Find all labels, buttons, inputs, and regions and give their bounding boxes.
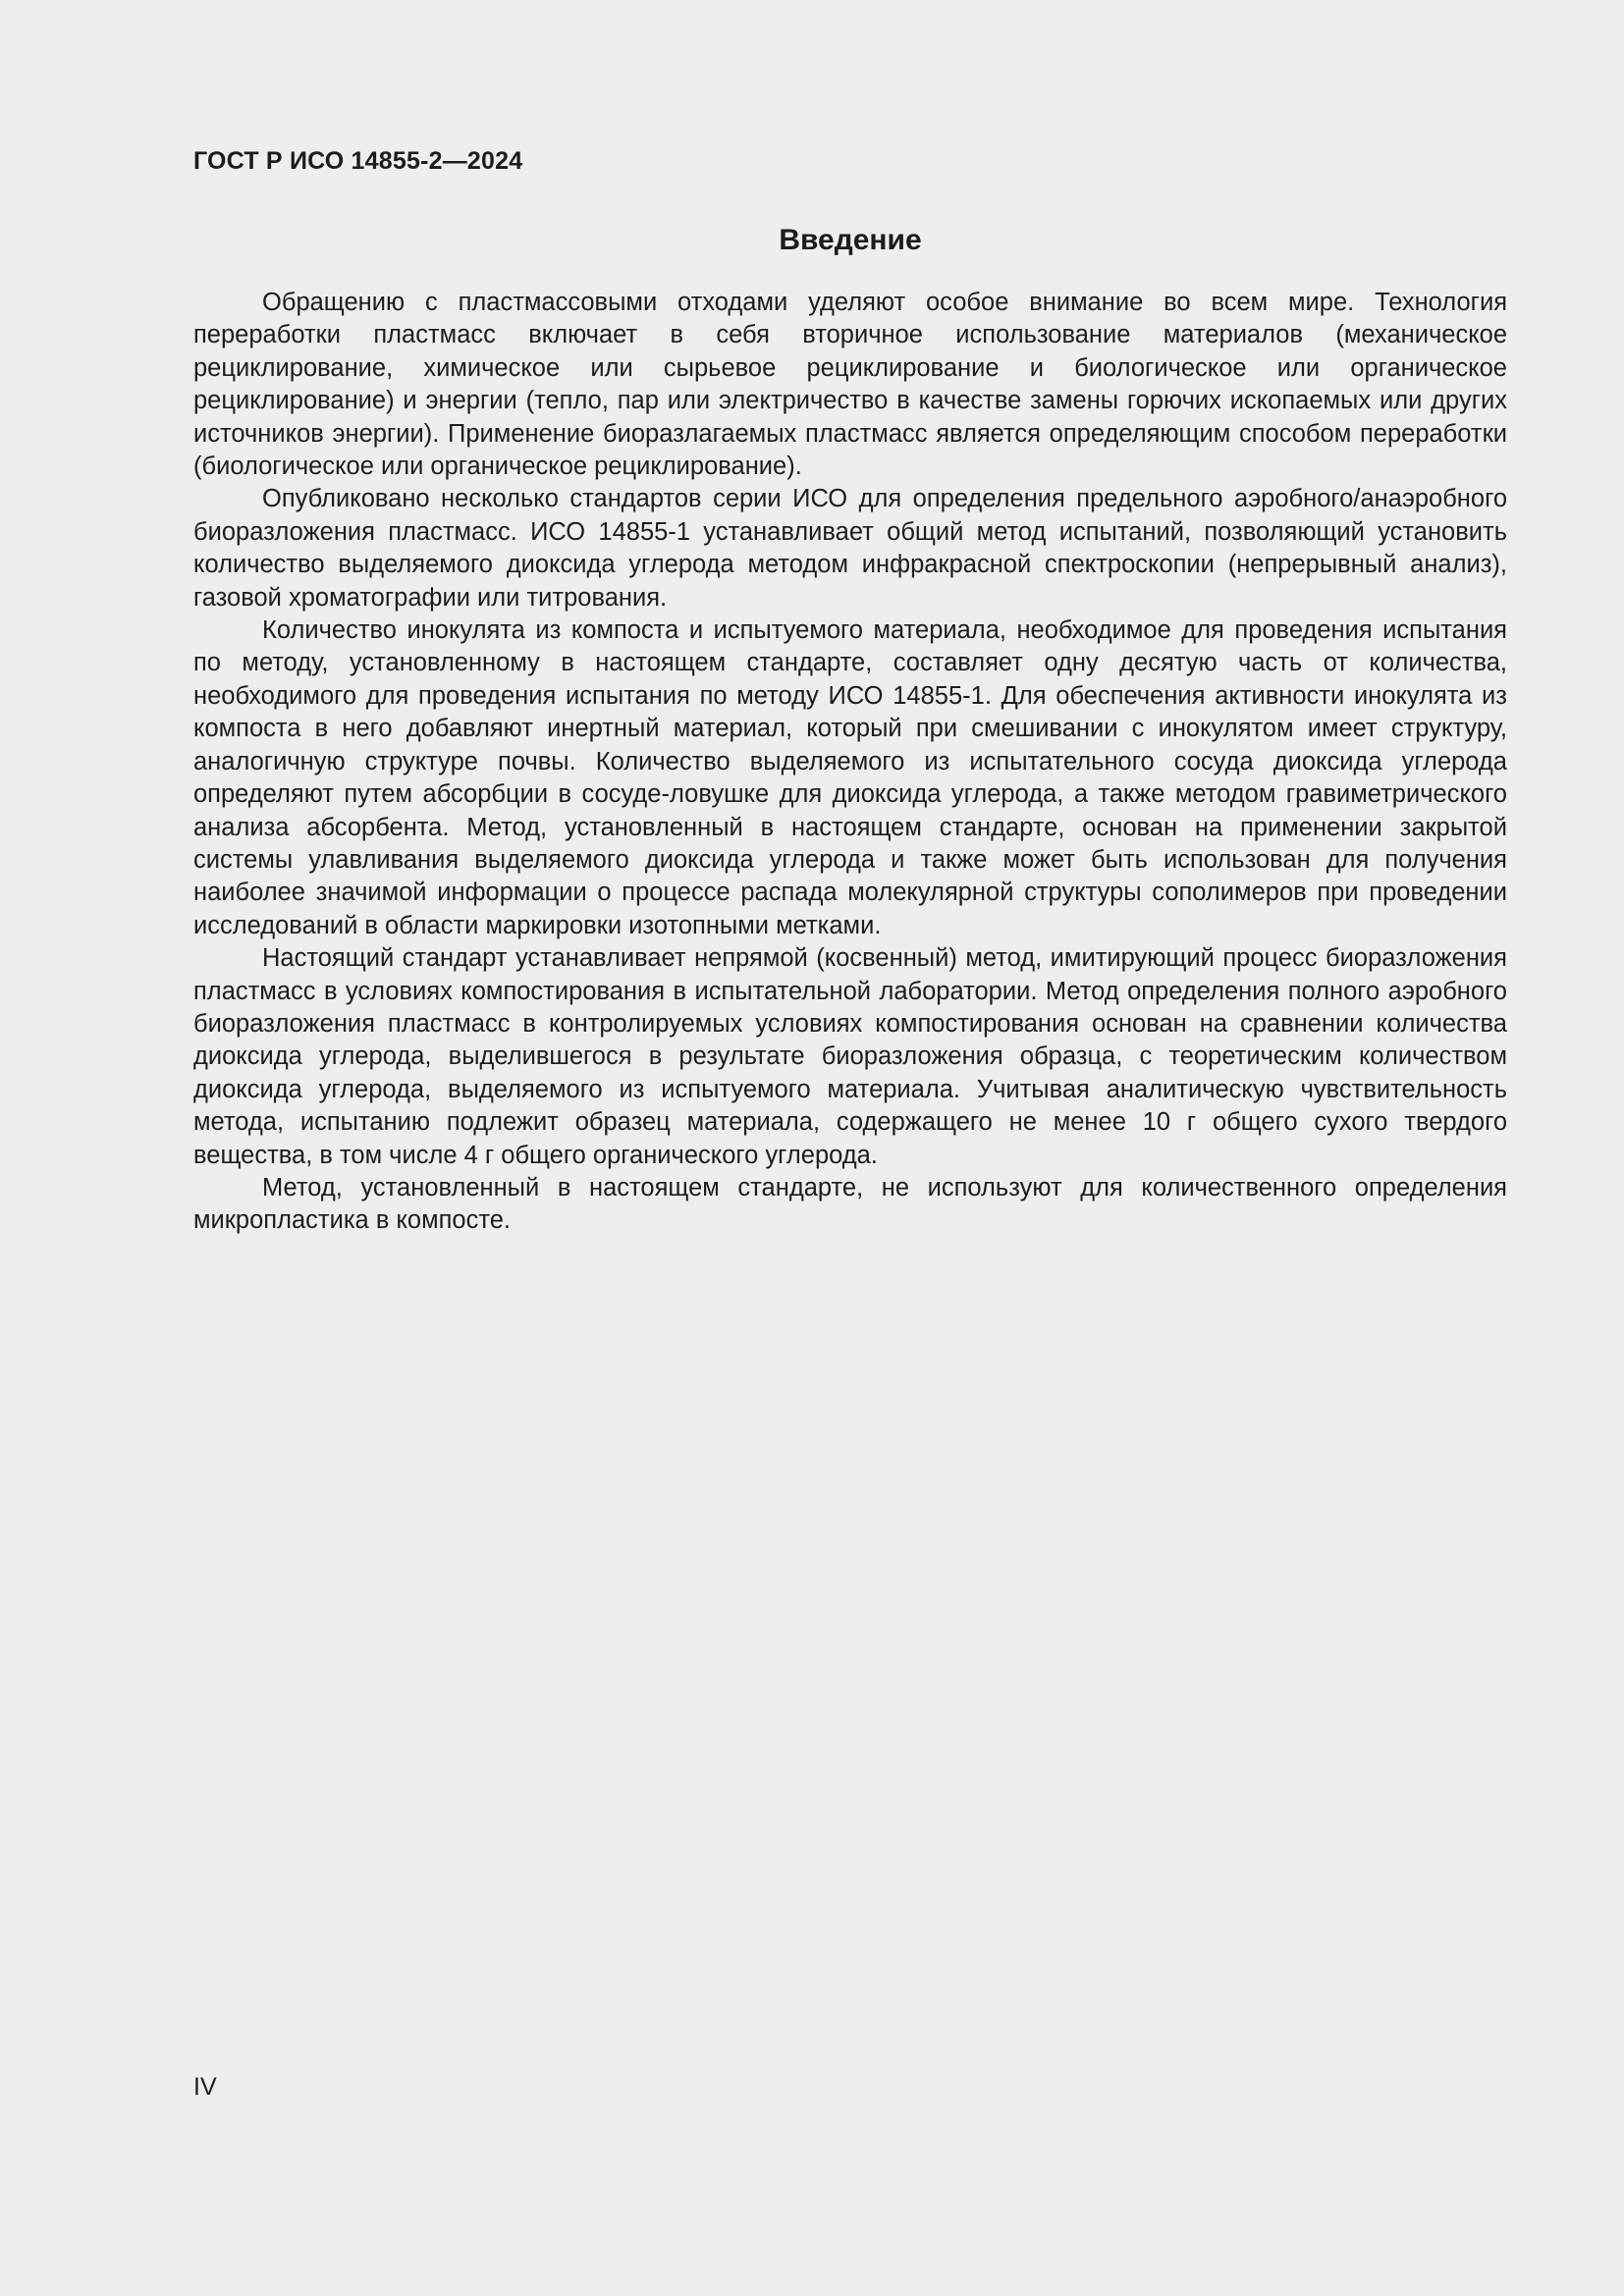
document-code-header: ГОСТ Р ИСО 14855-2—2024 (193, 147, 523, 175)
paragraph-1: Обращению с пластмассовыми отходами уделяют особое внимание во всем мире. Технология переработки пластмасс включает в себя вторичное использование материалов (механическое рециклирование, химическое или сырьевое рециклирование и биологическое или органическое рециклирование) и энергии (тепло, пар или электричество в качестве замены горючих ископаемых или других источников энергии). Применение биоразлагаемых пластмасс является определяющим способом переработки (биологическое или органическое рециклирование). (193, 289, 1507, 481)
introduction-body (193, 287, 1507, 1238)
paragraph-2: Опубликовано несколько стандартов серии ИСО для определения предельного аэробного/анаэробного биоразложения пластмасс. ИСО 14855-1 устанавливает общий метод испытаний, позволяющий установить количество выделяемого диоксида углерода методом инфракрасной спектроскопии (непрерывный анализ), газовой хроматографии или титрования. (193, 485, 1507, 612)
paragraph-4: Настоящий стандарт устанавливает непрямой (косвенный) метод, имитирующий процесс биоразложения пластмасс в условиях компостирования в испытательной лаборатории. Метод определения полного аэробного биоразложения пластмасс в контролируемых условиях компостирования основан на сравнении количества диоксида углерода, выделившегося в результате биоразложения образца, с теоретическим количеством диоксида углерода, выделяемого из испытуемого материала. Учитывая аналитическую чувствительность метода, испытанию подлежит образец материала, содержащего не менее 10 г общего сухого твердого вещества, в том числе 4 г общего органического углерода. (193, 944, 1507, 1169)
paragraph-5: Метод, установленный в настоящем стандарте, не используют для количественного определения микропластика в компосте. (193, 1173, 1507, 1235)
page-number: IV (193, 2073, 217, 2101)
paragraph-3: Количество инокулята из компоста и испытуемого материала, необходимое для проведения испытания по методу, установленному в настоящем стандарте, составляет одну десятую часть от количества, необходимого для проведения испытания по методу ИСО 14855-1. Для обеспечения активности инокулята из компоста в него добавляют инертный материал, который при смешивании с инокулятом имеет структуру, аналогичную структуре почвы. Количество выделяемого из испытательного сосуда диоксида углерода определяют путем абсорбции в сосуде-ловушке для диоксида углерода, а также методом гравиметрического анализа абсорбента. Метод, установленный в настоящем стандарте, основан на применении закрытой системы улавливания выделяемого диоксида углерода и также может быть использован для получения наиболее значимой информации о процессе распада молекулярной структуры сополимеров при проведении исследований в области маркировки изотопными метками. (193, 616, 1507, 939)
section-title: Введение (779, 224, 922, 256)
